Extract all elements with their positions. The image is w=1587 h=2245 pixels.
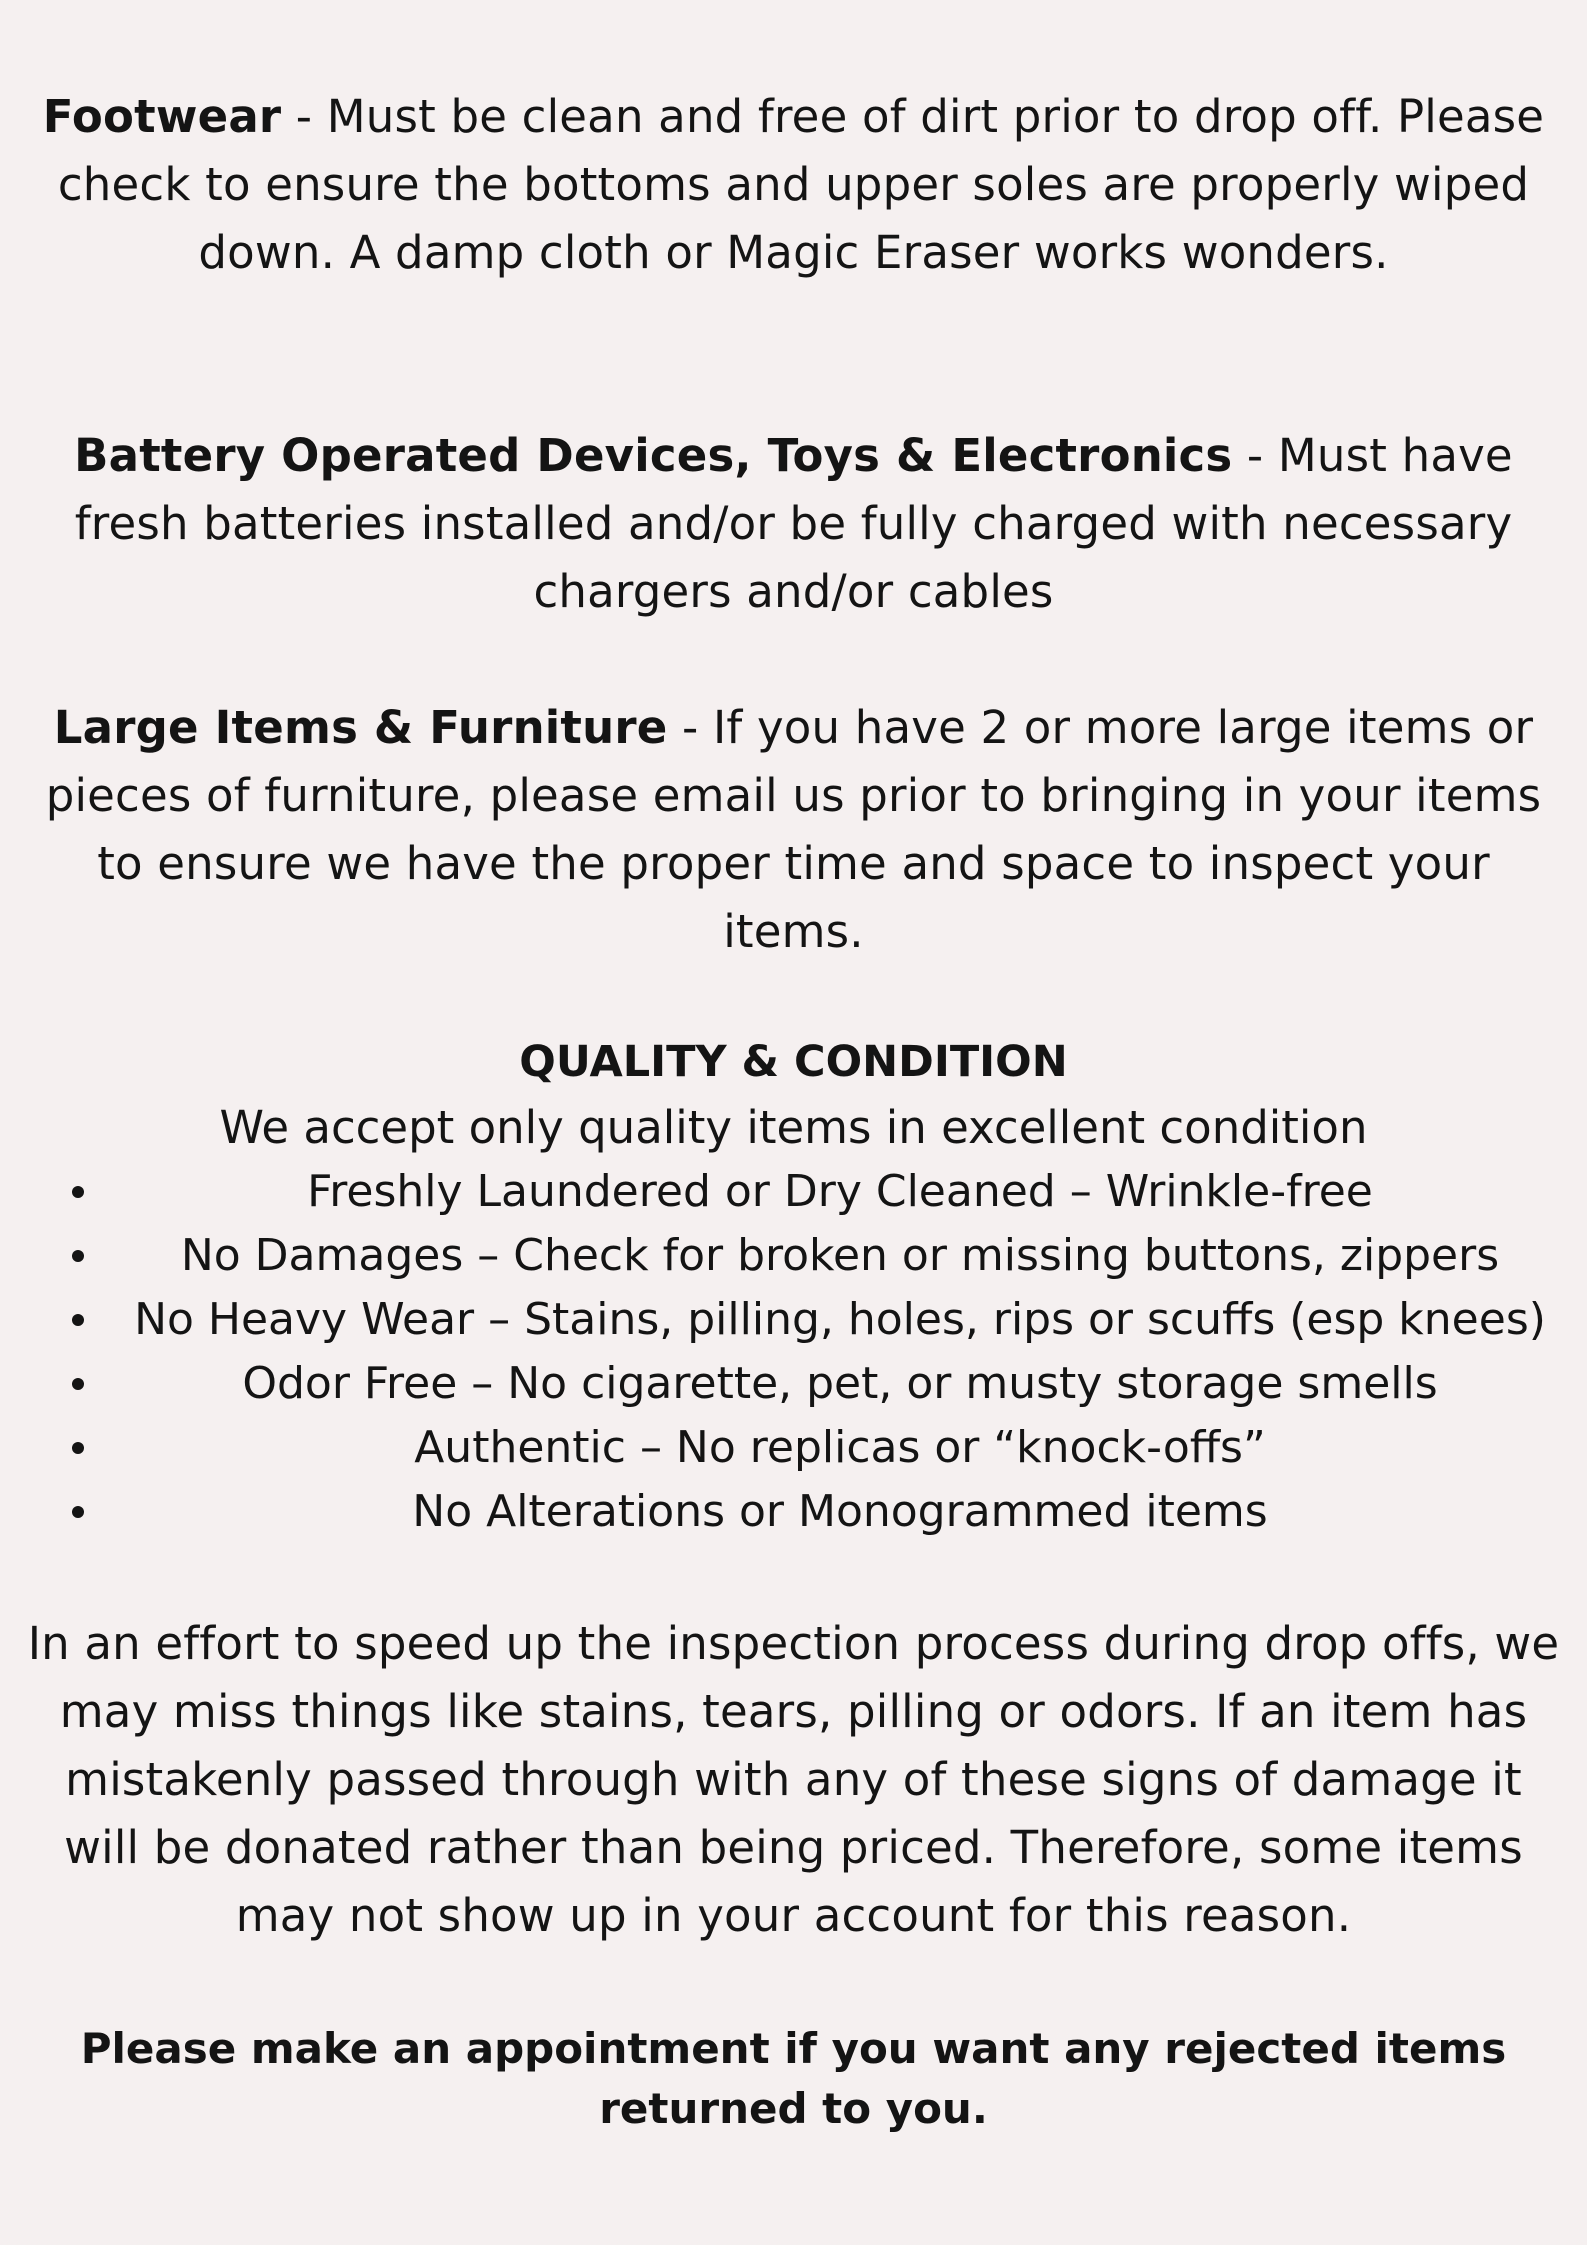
large-items-section (25, 694, 1562, 966)
footwear-section (25, 83, 1562, 287)
closing-note: Please make an appointment if you want any rejected items returned to you. (80, 2024, 1507, 2133)
bullet-icon (72, 1314, 84, 1326)
quality-item-text: Freshly Laundered or Dry Cleaned – Wrinkle-free (307, 1166, 1373, 1217)
battery-section (25, 422, 1562, 626)
quality-item-text: No Damages – Check for broken or missing buttons, zippers (180, 1230, 1500, 1281)
quality-list-item (60, 1224, 1565, 1288)
quality-intro: We accept only quality items in excellent condition (219, 1101, 1368, 1154)
quality-item-text: Authentic – No replicas or “knock-offs” (414, 1422, 1266, 1473)
quality-item-text: No Heavy Wear – Stains, pilling, holes, rips or scuffs (esp knees) (134, 1294, 1546, 1345)
quality-item-text: Odor Free – No cigarette, pet, or musty storage smells (242, 1358, 1438, 1409)
quality-list-item (60, 1288, 1565, 1352)
quality-item-text: No Alterations or Monogrammed items (412, 1486, 1268, 1537)
footwear-title: Footwear (42, 90, 282, 143)
battery-title: Battery Operated Devices, Toys & Electronics (74, 429, 1233, 482)
quality-list (60, 1160, 1565, 1544)
bullet-icon (72, 1506, 84, 1518)
quality-list-item (60, 1416, 1565, 1480)
quality-list-item (60, 1352, 1565, 1416)
quality-heading: QUALITY & CONDITION (519, 1037, 1068, 1087)
bullet-icon (72, 1186, 84, 1198)
battery-text: - Must have fresh batteries installed and/or be fully charged with necessary chargers and/or cables (74, 429, 1513, 618)
bullet-icon (72, 1378, 84, 1390)
footwear-text: - Must be clean and free of dirt prior to drop off. Please check to ensure the bottoms and upper soles are properly wiped down. A damp cloth or Magic Eraser works wonders. (57, 90, 1545, 279)
inspection-note: In an effort to speed up the inspection process during drop offs, we may miss things like stains, tears, pilling or odors. If an item has mistakenly passed through with any of these signs of damage it will be donated rather than being priced. Therefore, some items may not show up in your account for this reason. (27, 1617, 1560, 1942)
bullet-icon (72, 1250, 84, 1262)
bullet-icon (72, 1442, 84, 1454)
large-items-text: - If you have 2 or more large items or pieces of furniture, please email us prior to bringing in your items to ensure we have the proper time and space to inspect your items. (45, 701, 1542, 958)
large-items-title: Large Items & Furniture (53, 701, 668, 754)
quality-list-item (60, 1160, 1565, 1224)
quality-list-item (60, 1480, 1565, 1544)
